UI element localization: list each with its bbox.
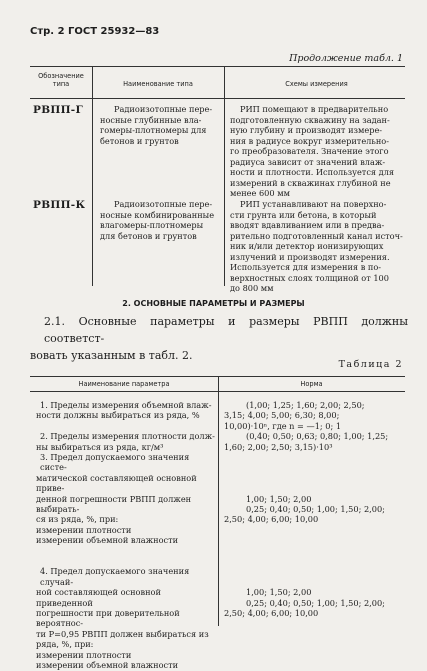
table2-col-norm-header: Норма: [300, 380, 323, 388]
table1-row2-code: РВПП-К: [33, 199, 86, 211]
page-header: Стр. 2 ГОСТ 25932—83: [30, 26, 160, 37]
table1-col-code-header: Обозначение типа: [38, 72, 84, 88]
table2-caption: Таблица 2: [338, 359, 403, 370]
table1-row1-scheme: РИП помещают в предварительно подготовленную скважину на задан- ную глубину и производят измере- ния в радиусе вокруг измерительно- го преобразователя. Значение этого радиуса зависит от значений влаж- ности и плотности. Используется для измерений в скважинах глубиной не менее 600 мм: [230, 104, 395, 198]
table1-row1-name: Радиоизотопные пере- носные глубинные вла- гомеры-плотномеры для бетонов и грунтов: [100, 104, 213, 146]
table1-row2-scheme: РИП устанавливают на поверхно- сти грунта или бетона, в который вводят вдавливанием или в предва- рительно подготовленный канал источ- ник и/или детектор ионизирующих излучений и производят измерения. Используется для измерения в по- верхностных слоях толщиной от 100 до 800 мм: [230, 199, 403, 293]
table1-divider-2: [224, 66, 225, 286]
table2-parameters: 1. Пределы измерения объемной влаж- ности должны выбираться из ряда, % 2. Пределы измерения плотности долж- ны выбираться из ряда, кг/м³ 3. Предел допускаемого значения систе- матической составляющей основной приве- денной погрешности РВПП должен выбирать- ся из ряда, %, при: измерении плотности измерении объемной влажности 4. Предел допускаемого значения случай- ной составляющей основной приведенной погрешности при доверительной вероятнос- ти P=0,95 РВПП должен выбираться из ряда, %, при: измерении плотности измерении объемной влажности: [36, 400, 215, 671]
table2-norms: (1,00; 1,25; 1,60; 2,00; 2,50; 3,15; 4,00; 5,00; 6,30; 8,00; 10,00)·10ⁿ, где n = —1; 0; 1 (0,40; 0,50; 0,63; 0,80; 1,00; 1,25; 1,60; 2,00; 2,50; 3,15)·10³ 1,00; 1,50; 2,00 0,25; 0,40; 0,50; 1,00; 1,50; 2,00; 2,50; 4,00; 6,00; 10,00 1,00; 1,50; 2,00 0,25; 0,40; 0,50; 1,00; 1,50; 2,00; 2,50; 4,00; 6,00; 10,00: [224, 400, 389, 618]
table1-col-name-header: Наименование типа: [123, 80, 193, 88]
table2-col-param-header: Наименование параметра: [78, 380, 170, 388]
table1-row2-name: Радиоизотопные пере- носные комбинированные влагомеры-плотномеры для бетонов и грунтов: [100, 199, 215, 241]
paragraph-2-1: 2.1. Основные параметры и размеры РВПП должны соответст- вовать указанным в табл. 2.: [30, 315, 408, 362]
table1-header-rule: [30, 98, 405, 99]
table-continuation-label: Продолжение табл. 1: [289, 53, 403, 64]
table1-col-scheme-header: Схемы измерения: [285, 80, 348, 88]
section-title: 2. ОСНОВНЫЕ ПАРАМЕТРЫ И РАЗМЕРЫ: [122, 299, 305, 308]
table2-divider: [218, 376, 219, 626]
table1-top-rule: [30, 66, 405, 67]
table1-row1-code: РВПП-Г: [33, 104, 84, 116]
table1-divider-1: [92, 66, 93, 286]
